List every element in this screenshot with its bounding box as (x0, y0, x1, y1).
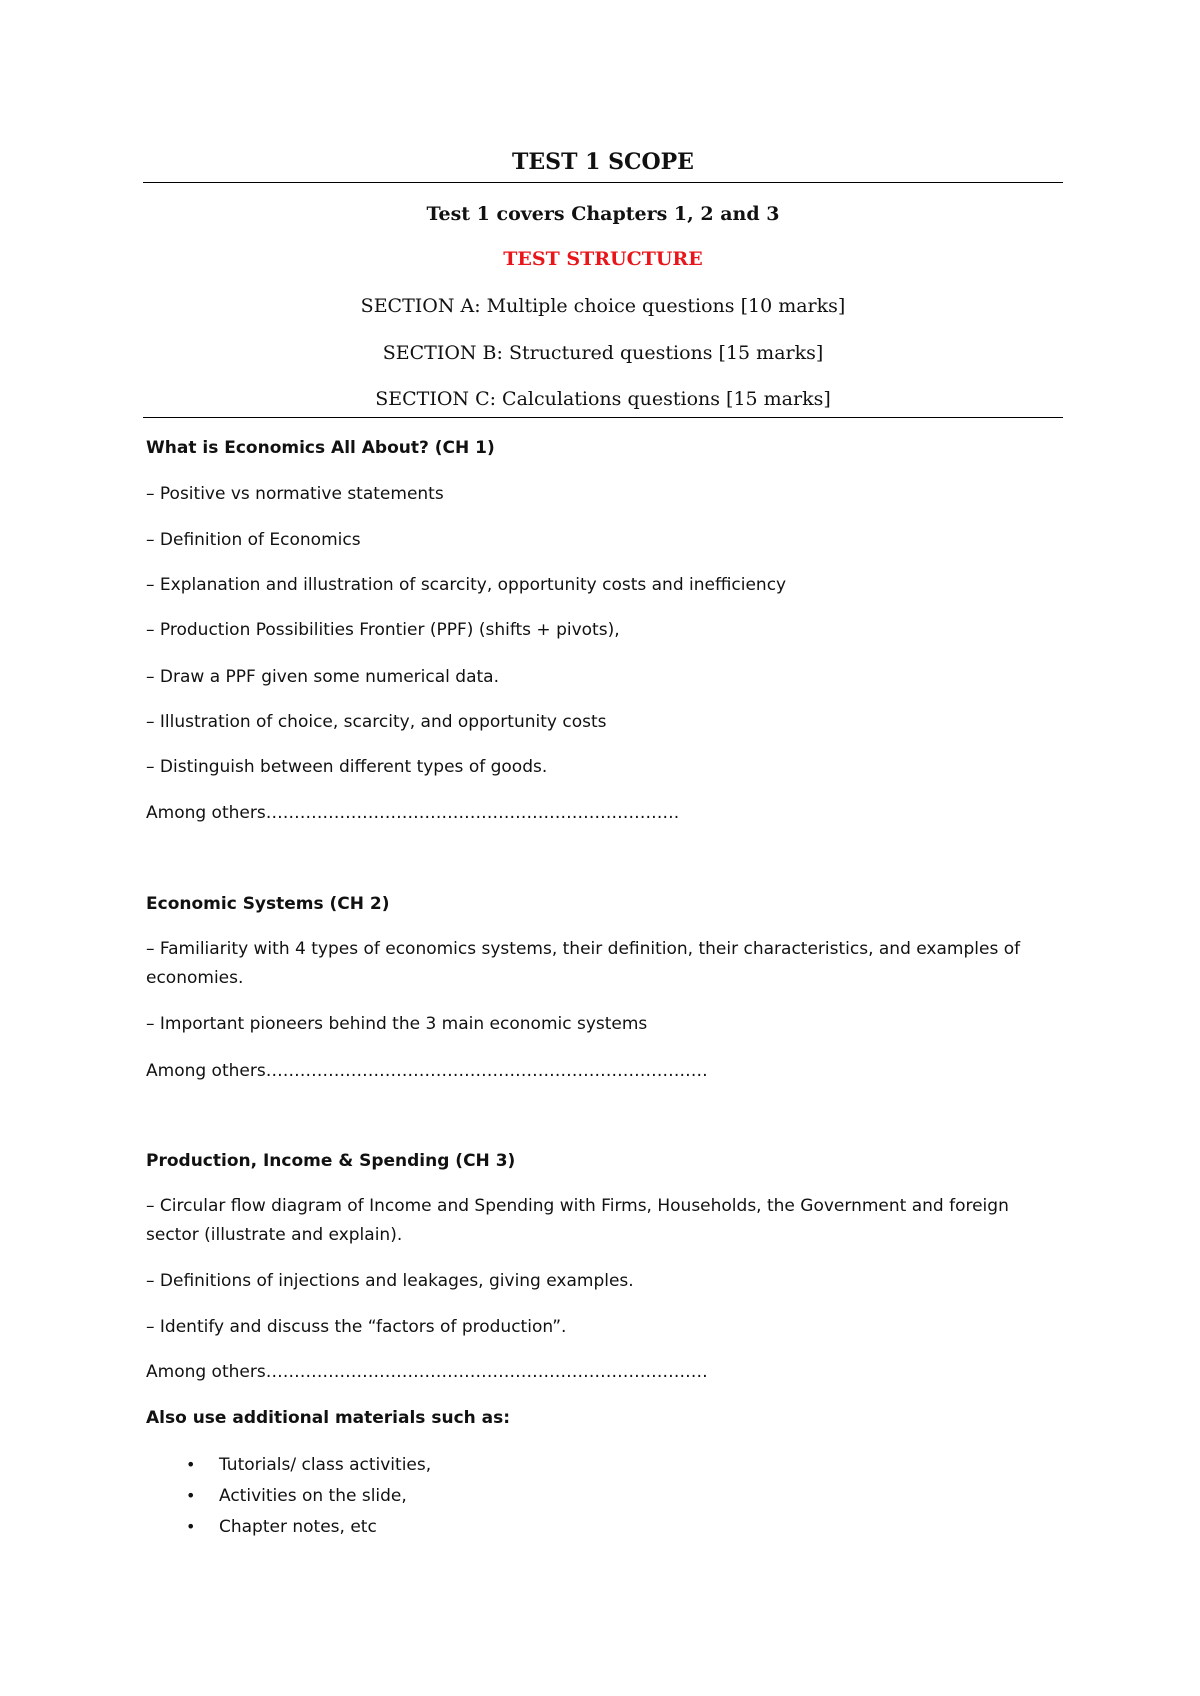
structure-rule (143, 417, 1063, 418)
ch2-heading: Economic Systems (CH 2) (146, 894, 390, 914)
ch3-heading: Production, Income & Spending (CH 3) (146, 1151, 516, 1171)
ch1-item: – Production Possibilities Frontier (PPF) (shifts + pivots), (146, 620, 620, 640)
bullet-icon: • (186, 1486, 196, 1505)
section-c-line: SECTION C: Calculations questions [15 marks] (375, 388, 831, 410)
page-title: TEST 1 SCOPE (512, 149, 694, 175)
additional-item: Chapter notes, etc (219, 1517, 377, 1537)
ch1-item: – Definition of Economics (146, 530, 361, 550)
ch2-item: – Important pioneers behind the 3 main economic systems (146, 1014, 648, 1034)
ch1-item: – Illustration of choice, scarcity, and opportunity costs (146, 712, 607, 732)
ch3-item: – Definitions of injections and leakages, giving examples. (146, 1271, 634, 1291)
additional-item: Tutorials/ class activities, (219, 1455, 432, 1475)
bullet-icon: • (186, 1455, 196, 1474)
ch3-among-others: Among others…………………………………………………………………… (146, 1362, 708, 1382)
ch2-among-others: Among others…………………………………………………………………… (146, 1061, 708, 1081)
ch1-heading: What is Economics All About? (CH 1) (146, 438, 495, 458)
ch3-item: – Identify and discuss the “factors of production”. (146, 1317, 567, 1337)
ch2-item: – Familiarity with 4 types of economics systems, their definition, their characteristics, and examples of economies. (146, 939, 1021, 988)
ch1-item: – Distinguish between different types of goods. (146, 757, 548, 777)
ch1-item: – Draw a PPF given some numerical data. (146, 667, 499, 687)
ch1-item: – Explanation and illustration of scarcity, opportunity costs and inefficiency (146, 575, 787, 595)
section-b-line: SECTION B: Structured questions [15 marks] (382, 342, 824, 364)
additional-item: Activities on the slide, (219, 1486, 407, 1506)
ch1-item: – Positive vs normative statements (146, 484, 444, 504)
bullet-icon: • (186, 1517, 196, 1536)
title-rule (143, 182, 1063, 183)
ch3-item: – Circular flow diagram of Income and Spending with Firms, Households, the Government and foreign sector (illustrate and explain). (146, 1196, 1009, 1245)
additional-heading: Also use additional materials such as: (146, 1408, 511, 1428)
page-subtitle: Test 1 covers Chapters 1, 2 and 3 (426, 203, 780, 225)
section-a-line: SECTION A: Multiple choice questions [10 marks] (360, 295, 846, 317)
ch1-among-others: Among others………………………………………………………………. (146, 803, 680, 823)
test-structure-heading: TEST STRUCTURE (503, 248, 703, 270)
